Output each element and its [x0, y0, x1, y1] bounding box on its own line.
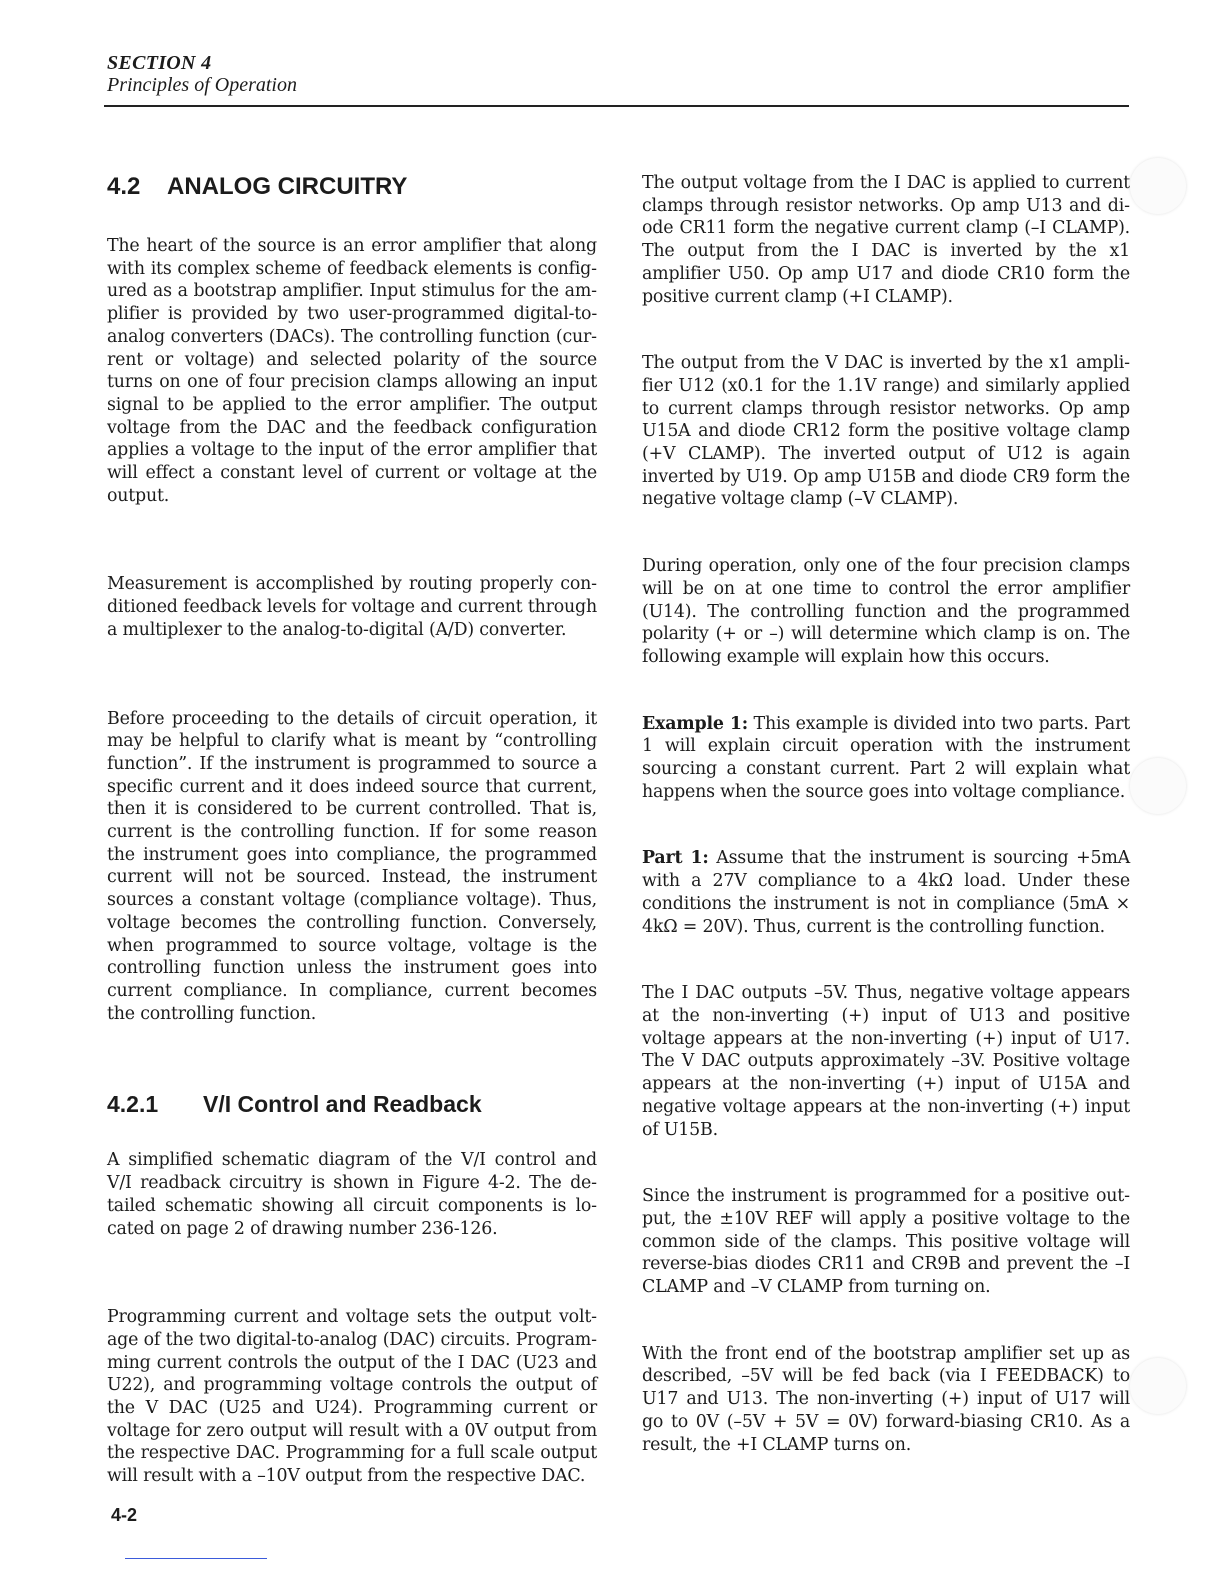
example-text: This example is divided into two parts. Part 1 will explain circuit operation with the instrument sourcing a constant current. Part 2 will explain what happens when the source goes into voltage compliance. [642, 713, 1130, 802]
example-label: Example 1: [642, 713, 748, 734]
part-text: Assume that the instrument is sourcing +5mA with a 27V compliance to a 4kΩ load. Under these conditions the instrument is not in compliance (5mA × 4kΩ = 20V). Thus, current is the controlling function. [642, 848, 1131, 937]
paragraph: The output voltage from the I DAC is applied to current clamps through resistor networks. Op amp U13 and diode CR11 form the negative current clamp (–I CLAMP). The output from the I DAC is inverted by the x1 amplifier U50. Op amp U17 and diode CR10 form the positive current clamp (+I CLAMP). [642, 173, 1130, 307]
subsection-heading-number: 4.2.1 [107, 1091, 159, 1118]
section-subtitle: Principles of Operation [107, 74, 297, 96]
paragraph: Since the instrument is programmed for a positive output, the ±10V REF will apply a positive voltage to the common side of the clamps. This positive voltage will reverse-bias diodes CR11 and CR9B and prevent the –I CLAMP and –V CLAMP from turning on. [642, 1186, 1130, 1298]
section-label: SECTION 4 [107, 52, 212, 74]
right-column [642, 172, 1130, 1456]
paragraph: The output from the V DAC is inverted by the x1 amplifier U12 (x0.1 for the 1.1V range) and similarly applied to current clamps through resistor networks. Op amp U15A and diode CR12 form the positive voltage clamp (+V CLAMP). The inverted output of U12 is again inverted by U19. Op amp U15B and diode CR9 form the negative voltage clamp (–V CLAMP). [642, 353, 1130, 510]
binder-hole [1130, 758, 1186, 814]
paragraph: The heart of the source is an error amplifier that along with its complex scheme of feedback elements is configured as a bootstrap amplifier. Input stimulus for the amplifier is provided by two user-programmed digital-to-analog converters (DACs). The controlling function (current or voltage) and selected polarity of the source turns on one of four precision clamps allowing an input signal to be applied to the error amplifier. The output voltage from the DAC and the feedback configuration applies a voltage to the input of the error amplifier that will effect a constant level of current or voltage at the output. [107, 236, 597, 506]
page-header [107, 52, 297, 96]
paragraph: Before proceeding to the details of circuit operation, it may be helpful to clarify what is meant by “controlling function”. If the instrument is programmed to source a specific current and it does indeed source that current, then it is considered to be current controlled. That is, current is the controlling function. If for some reason the instrument goes into compliance, the programmed current will not be sourced. Instead, the instrument sources a constant voltage (compliance voltage). Thus, voltage becomes the controlling function. Conversely, when programmed to source voltage, voltage is the controlling function unless the instrument goes into current compliance. In compliance, current becomes the controlling function. [107, 708, 597, 1024]
part-label: Part 1: [642, 848, 709, 869]
footer-line [125, 1558, 267, 1559]
part-paragraph [642, 847, 1130, 938]
paragraph: The I DAC outputs –5V. Thus, negative voltage appears at the non-inverting (+) input of U13 and positive voltage appears at the non-inverting (+) input of U17. The V DAC outputs approximately –3V. Positive voltage appears at the non-inverting (+) input of U15A and negative voltage appears at the non-inverting (+) input of U15B. [642, 983, 1130, 1140]
paragraph: Programming current and voltage sets the output voltage of the two digital-to-analog (DAC) circuits. Programming current controls the output of the I DAC (U23 and U22), and programming voltage controls the output of the V DAC (U25 and U24). Programming current or voltage for zero output will result with a 0V output from the respective DAC. Programming for a full scale output will result with a –10V output from the respective DAC. [107, 1307, 597, 1487]
paragraph: A simplified schematic diagram of the V/I control and V/I readback circuitry is shown in Figure 4-2. The detailed schematic showing all circuit components is located on page 2 of drawing number 236-126. [107, 1150, 597, 1239]
section-heading [107, 172, 597, 202]
subsection-heading [107, 1089, 597, 1119]
section-heading-number: 4.2 [107, 173, 141, 200]
paragraph: Measurement is accomplished by routing properly conditioned feedback levels for voltage and current through a multiplexer to the analog-to-digital (A/D) converter. [107, 574, 597, 640]
header-rule [104, 105, 1129, 107]
example-paragraph [642, 713, 1130, 804]
binder-hole [1130, 1358, 1186, 1414]
page-number: 4-2 [111, 1505, 138, 1525]
binder-hole [1130, 158, 1186, 214]
subsection-heading-title: V/I Control and Readback [203, 1091, 482, 1118]
section-heading-title: ANALOG CIRCUITRY [167, 173, 408, 200]
paragraph: With the front end of the bootstrap amplifier set up as described, –5V will be fed back (via I FEEDBACK) to U17 and U13. The non-inverting (+) input of U17 will go to 0V (–5V + 5V = 0V) forward-biasing CR10. As a result, the +I CLAMP turns on. [642, 1343, 1130, 1455]
left-column [107, 172, 597, 1488]
paragraph: During operation, only one of the four precision clamps will be on at one time to control the error amplifier (U14). The controlling function and the programmed polarity (+ or –) will determine which clamp is on. The following example will explain how this occurs. [642, 556, 1130, 667]
